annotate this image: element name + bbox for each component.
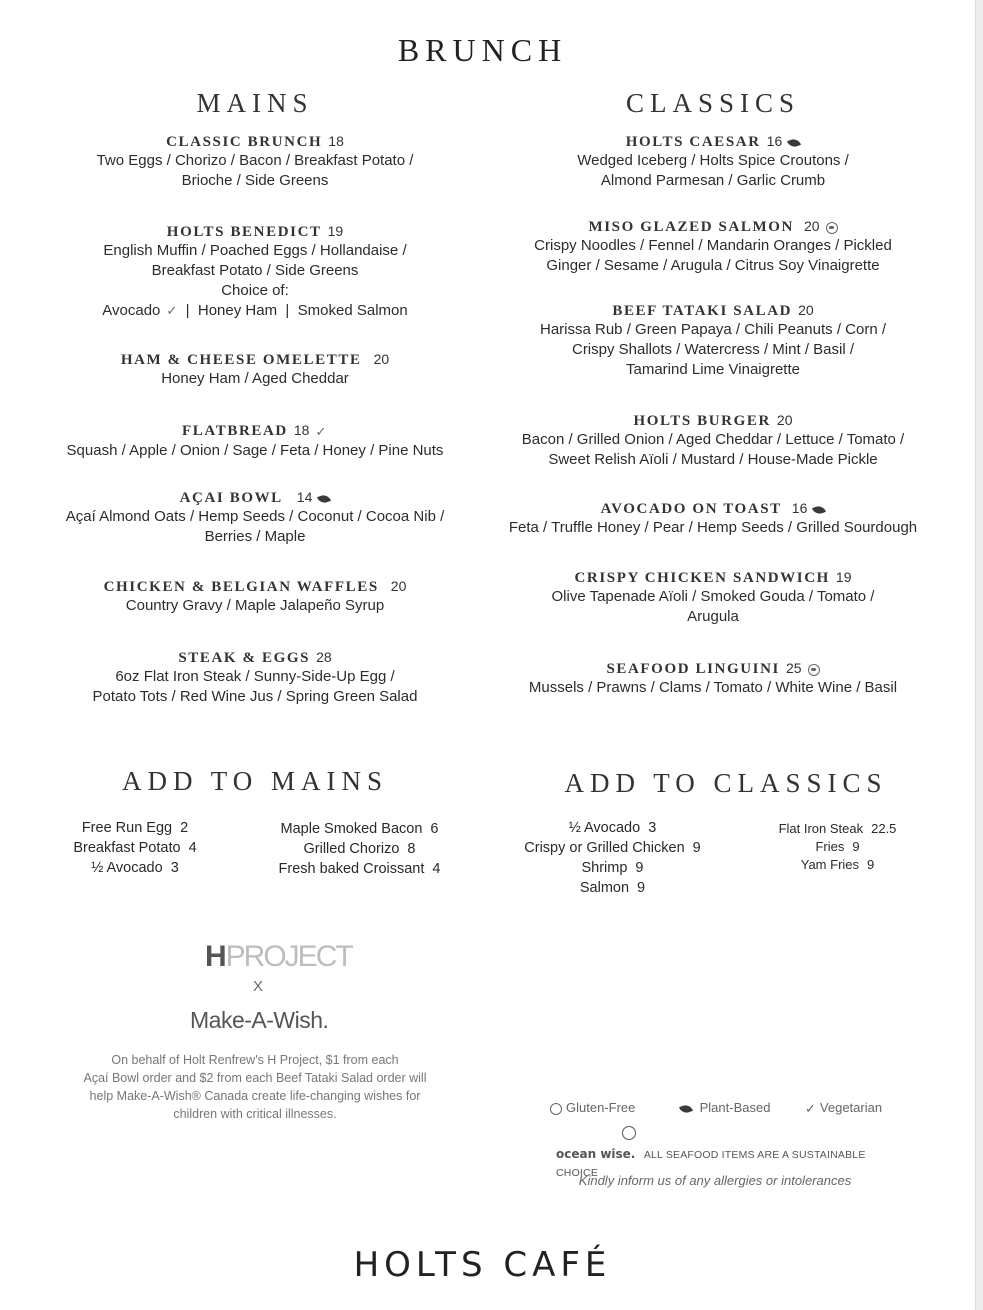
menu-item <box>483 301 943 380</box>
item-price: 14 <box>296 489 313 505</box>
item-price: 28 <box>316 649 332 665</box>
menu-item <box>25 577 485 616</box>
list-item: Breakfast Potato 4 <box>73 840 197 856</box>
gluten-free-icon <box>550 1103 562 1115</box>
item-desc-line: 6oz Flat Iron Steak / Sunny-Side-Up Egg / <box>115 668 395 685</box>
ocean-wise-fish-icon <box>826 222 838 234</box>
mains-column <box>25 0 485 720</box>
item-desc-line: Wedged Iceberg / Holts Spice Croutons / <box>577 152 849 169</box>
item-price: 19 <box>835 569 852 585</box>
menu-item <box>25 488 485 547</box>
ocean-wise-note: ocean wise. ALL SEAFOOD ITEMS ARE A SUSTAINABLE CHOICE <box>556 1126 896 1181</box>
mains-heading: MAINS <box>196 88 314 118</box>
item-price: 16 <box>766 133 783 149</box>
plant-based-leaf-icon <box>812 504 826 516</box>
item-desc-line: Berries / Maple <box>204 528 306 545</box>
classics-column <box>483 0 943 720</box>
list-item: Crispy or Grilled Chicken 9 <box>524 840 701 856</box>
menu-item <box>25 132 485 191</box>
item-desc-line: Açaí Almond Oats / Hemp Seeds / Coconut / Cocoa Nib / <box>65 508 445 525</box>
footer-brand: HOLTS CAFÉ <box>353 1245 612 1285</box>
item-desc-line: Bacon / Grilled Onion / Aged Cheddar / Lettuce / Tomato / <box>521 431 905 448</box>
item-name: STEAK & EGGS <box>178 650 311 666</box>
choice-honey-ham: Honey Ham <box>197 302 278 319</box>
item-desc-line: Feta / Truffle Honey / Pear / Hemp Seeds / Grilled Sourdough <box>508 519 918 536</box>
item-name: AVOCADO ON TOAST <box>600 501 782 517</box>
item-price: 20 <box>390 578 407 594</box>
list-item: Salmon 9 <box>579 880 646 896</box>
item-desc-line: Tamarind Lime Vinaigrette <box>626 361 800 378</box>
item-desc-line: English Muffin / Poached Eggs / Hollandaise / <box>103 242 407 259</box>
item-name: CLASSIC BRUNCH <box>166 134 323 150</box>
choice-smoked-salmon: Smoked Salmon <box>297 302 408 319</box>
item-name: BEEF TATAKI SALAD <box>612 303 793 319</box>
list-item: Maple Smoked Bacon 6 <box>280 821 439 837</box>
list-item: Fries 9 <box>815 839 860 854</box>
item-price: 20 <box>803 218 820 234</box>
legend-gluten-free: Gluten-Free <box>550 1100 635 1115</box>
plant-based-leaf-icon <box>317 493 331 505</box>
add-to-mains-heading: ADD TO MAINS <box>121 766 389 796</box>
menu-item <box>483 217 943 276</box>
item-desc-line: Olive Tapenade Aïoli / Smoked Gouda / Tomato / <box>551 588 875 605</box>
item-desc-line: Squash / Apple / Onion / Sage / Feta / Honey / Pine Nuts <box>66 441 444 459</box>
item-desc-line: Potato Tots / Red Wine Jus / Spring Green Salad <box>92 688 418 705</box>
menu-item <box>25 648 485 707</box>
menu-item <box>25 350 485 389</box>
add-mains-list-1 <box>55 818 215 878</box>
item-desc-line: Sweet Relish Aïoli / Mustard / House-Made Pickle <box>548 451 878 468</box>
item-desc-line: Two Eggs / Chorizo / Bacon / Breakfast Potato / <box>96 152 414 169</box>
ocean-wise-logo: ocean wise. <box>556 1147 636 1161</box>
item-name: HAM & CHEESE OMELETTE <box>120 352 362 368</box>
h-project-logo: HPROJECT <box>205 940 352 973</box>
plant-based-leaf-icon <box>679 1103 693 1115</box>
item-name: AÇAI BOWL <box>179 490 283 506</box>
item-price: 20 <box>373 351 390 367</box>
list-item: Free Run Egg 2 <box>81 820 189 836</box>
item-name: HOLTS BURGER <box>633 413 771 429</box>
menu-item <box>483 499 943 538</box>
item-desc-line: Mussels / Prawns / Clams / Tomato / White Wine / Basil <box>528 679 898 696</box>
menu-item <box>483 659 943 698</box>
item-name: MISO GLAZED SALMON <box>588 219 794 235</box>
item-desc-line: Ginger / Sesame / Arugula / Citrus Soy Vinaigrette <box>546 257 880 274</box>
add-mains-list-2 <box>262 819 457 879</box>
list-item: ½ Avocado 3 <box>91 860 179 876</box>
item-desc-line: Brioche / Side Greens <box>181 172 329 189</box>
menu-item <box>483 411 943 470</box>
vegetarian-icon: ✓ <box>166 303 178 319</box>
add-classics-list-1 <box>500 818 725 898</box>
menu-item <box>25 421 485 461</box>
item-price: 18 <box>328 133 344 149</box>
page-edge <box>975 0 983 1310</box>
item-price: 16 <box>791 500 808 516</box>
add-classics-list-2 <box>765 820 910 874</box>
make-a-wish-logo: Make-A-Wish. <box>190 1007 329 1033</box>
item-name: HOLTS CAESAR <box>625 134 761 150</box>
list-item: Yam Fries 9 <box>800 857 875 872</box>
item-desc-line: Country Gravy / Maple Jalapeño Syrup <box>125 597 385 614</box>
legend-vegetarian: ✓ Vegetarian <box>805 1100 883 1116</box>
menu-item <box>483 568 943 627</box>
menu-item <box>25 222 485 321</box>
list-item: Shrimp 9 <box>581 860 644 876</box>
item-name: CRISPY CHICKEN SANDWICH <box>574 570 830 586</box>
collab-x: X <box>253 978 264 995</box>
choice-avocado: Avocado <box>102 302 161 319</box>
choice-options: Avocado ✓ | Honey Ham | Smoked Salmon <box>25 301 485 321</box>
ocean-wise-fish-icon <box>622 1126 636 1140</box>
item-name: HOLTS BENEDICT <box>166 224 322 240</box>
item-name: CHICKEN & BELGIAN WAFFLES <box>103 579 379 595</box>
legend-plant-based: Plant-Based <box>680 1100 770 1115</box>
page-title: BRUNCH <box>397 32 568 68</box>
menu-item <box>483 132 943 191</box>
item-name: SEAFOOD LINGUINI <box>606 661 780 677</box>
vegetarian-icon: ✓ <box>805 1100 816 1116</box>
item-desc-line: Choice of: <box>221 282 289 299</box>
item-desc-line: Harissa Rub / Green Papaya / Chili Peanuts / Corn / <box>540 321 886 338</box>
item-desc-line: Breakfast Potato / Side Greens <box>151 262 359 279</box>
allergy-note: Kindly inform us of any allergies or intolerances <box>578 1173 852 1188</box>
list-item: Fresh baked Croissant 4 <box>278 861 441 877</box>
item-name: FLATBREAD <box>182 423 288 439</box>
vegetarian-icon: ✓ <box>315 423 328 439</box>
item-desc-line: Almond Parmesan / Garlic Crumb <box>600 172 826 189</box>
classics-heading: CLASSICS <box>625 88 801 118</box>
ocean-wise-fish-icon <box>808 664 820 676</box>
list-item: ½ Avocado 3 <box>568 820 657 836</box>
item-price: 20 <box>798 302 814 318</box>
item-desc-line: Crispy Noodles / Fennel / Mandarin Oranges / Pickled <box>534 237 892 254</box>
item-price: 25 <box>785 660 802 676</box>
item-price: 20 <box>776 412 793 428</box>
item-desc-line: Honey Ham / Aged Cheddar <box>161 370 349 387</box>
charity-blurb: On behalf of Holt Renfrew's H Project, $1 from each Açaí Bowl order and $2 from each Beef Tataki Salad order will help Make-A-Wish® Canada create life-changing wishes for children with critical illnesses. <box>83 1053 427 1121</box>
plant-based-leaf-icon <box>787 137 801 149</box>
list-item: Grilled Chorizo 8 <box>303 841 416 857</box>
item-desc-line: Crispy Shallots / Watercress / Mint / Basil / <box>571 341 854 358</box>
add-to-classics-heading: ADD TO CLASSICS <box>564 768 888 798</box>
item-price: 18 <box>293 422 310 438</box>
item-price: 19 <box>327 223 344 239</box>
list-item: Flat Iron Steak 22.5 <box>778 821 897 836</box>
item-desc-line: Arugula <box>687 608 739 625</box>
